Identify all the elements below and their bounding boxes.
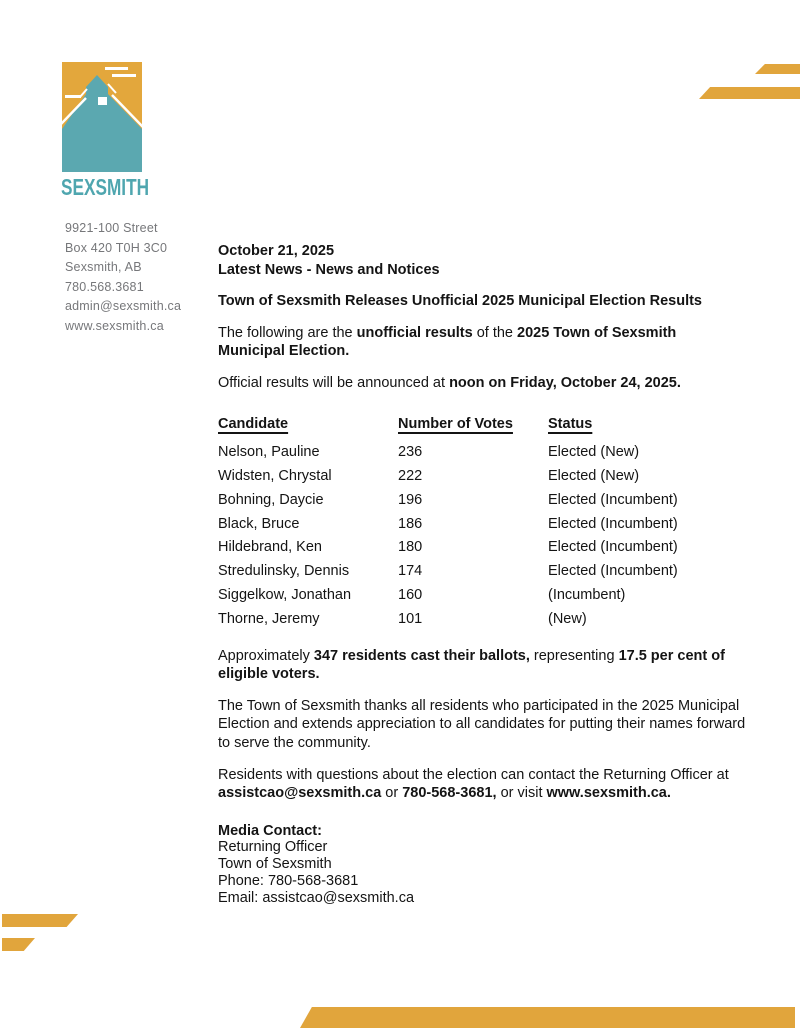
paragraph-questions: Residents with questions about the election can contact the Returning Officer at assistcao@sexsmith.ca or 780-568-3681, or visit www.sexsmith.ca. [218,766,729,802]
table-cell: 160 [398,586,423,603]
table-row [218,489,746,513]
table-cell: 174 [398,563,423,580]
table-cell: 222 [398,467,423,484]
table-cell: Elected (Incumbent) [548,563,678,580]
address-block [65,219,215,337]
table-row [218,560,746,584]
accent-stripe-bottom-left-1 [2,914,78,927]
table-row [218,584,746,608]
table-cell: (Incumbent) [548,586,626,603]
table-row [218,441,746,465]
table-cell: 186 [398,515,423,532]
date-and-category [218,242,746,279]
table-cell: Nelson, Pauline [218,444,320,461]
table-cell: 180 [398,539,423,556]
table-cell: Thorne, Jeremy [218,610,320,627]
table-row [218,608,746,632]
release-date: October 21, 2025 [218,243,335,259]
headline: Town of Sexsmith Releases Unofficial 2025 Municipal Election Results [218,293,703,310]
media-contact-role: Returning Officer [218,839,328,856]
letter-body [218,242,746,907]
table-row [218,536,746,560]
table-cell: Elected (New) [548,467,640,484]
table-cell: 101 [398,610,423,627]
table-cell: (New) [548,610,587,627]
address-street: 9921-100 Street [65,221,158,235]
table-cell: Widsten, Chrystal [218,467,332,484]
table-cell: Black, Bruce [218,515,300,532]
results-table [218,415,746,632]
table-cell: Elected (New) [548,444,640,461]
table-row [218,465,746,489]
table-cell: Siggelkow, Jonathan [218,586,352,603]
header-candidate: Candidate [218,415,289,432]
results-table-body [218,441,746,631]
media-contact-block [218,823,746,907]
paragraph-thanks: The Town of Sexsmith thanks all residents who participated in the 2025 Municipal Election and extends appreciation to all candidates for putting their names forward to serve the community. [218,697,746,751]
table-cell: Elected (Incumbent) [548,491,678,508]
paragraph-intro: The following are the unofficial results of the 2025 Town of Sexsmith Municipal Election. [218,324,677,360]
address-phone: 780.568.3681 [65,279,144,294]
address-website: www.sexsmith.ca [65,318,164,333]
media-contact-email: Email: assistcao@sexsmith.ca [218,889,415,906]
header-status: Status [548,415,593,432]
accent-stripe-bottom-left-2 [2,938,35,951]
header-votes: Number of Votes [398,415,513,432]
paragraph-official: Official results will be announced at noon on Friday, October 24, 2025. [218,374,681,391]
accent-bar-bottom [300,1007,795,1028]
sexsmith-wordmark: SEXSMITH [61,175,150,201]
accent-stripe-top-right-1 [755,64,800,74]
table-cell: Stredulinsky, Dennis [218,563,350,580]
grain-elevator-icon [62,62,142,172]
news-category: Latest News - News and Notices [218,261,440,278]
media-contact-phone: Phone: 780-568-3681 [218,873,359,890]
media-contact-heading: Media Contact: [218,822,322,839]
table-cell: 196 [398,491,423,508]
results-table-header [218,415,746,434]
accent-stripe-top-right-2 [699,87,800,99]
media-contact-org: Town of Sexsmith [218,856,332,873]
address-email: admin@sexsmith.ca [65,299,182,314]
table-cell: 236 [398,444,423,461]
paragraph-turnout: Approximately 347 residents cast their ballots, representing 17.5 per cent of eligible voters. [218,647,725,683]
address-box: Box 420 T0H 3C0 [65,240,168,255]
table-cell: Elected (Incumbent) [548,539,678,556]
table-row [218,513,746,537]
table-cell: Elected (Incumbent) [548,515,678,532]
sexsmith-logo [62,62,142,172]
table-cell: Bohning, Daycie [218,491,324,508]
address-town: Sexsmith, AB [65,260,142,275]
table-cell: Hildebrand, Ken [218,539,322,556]
